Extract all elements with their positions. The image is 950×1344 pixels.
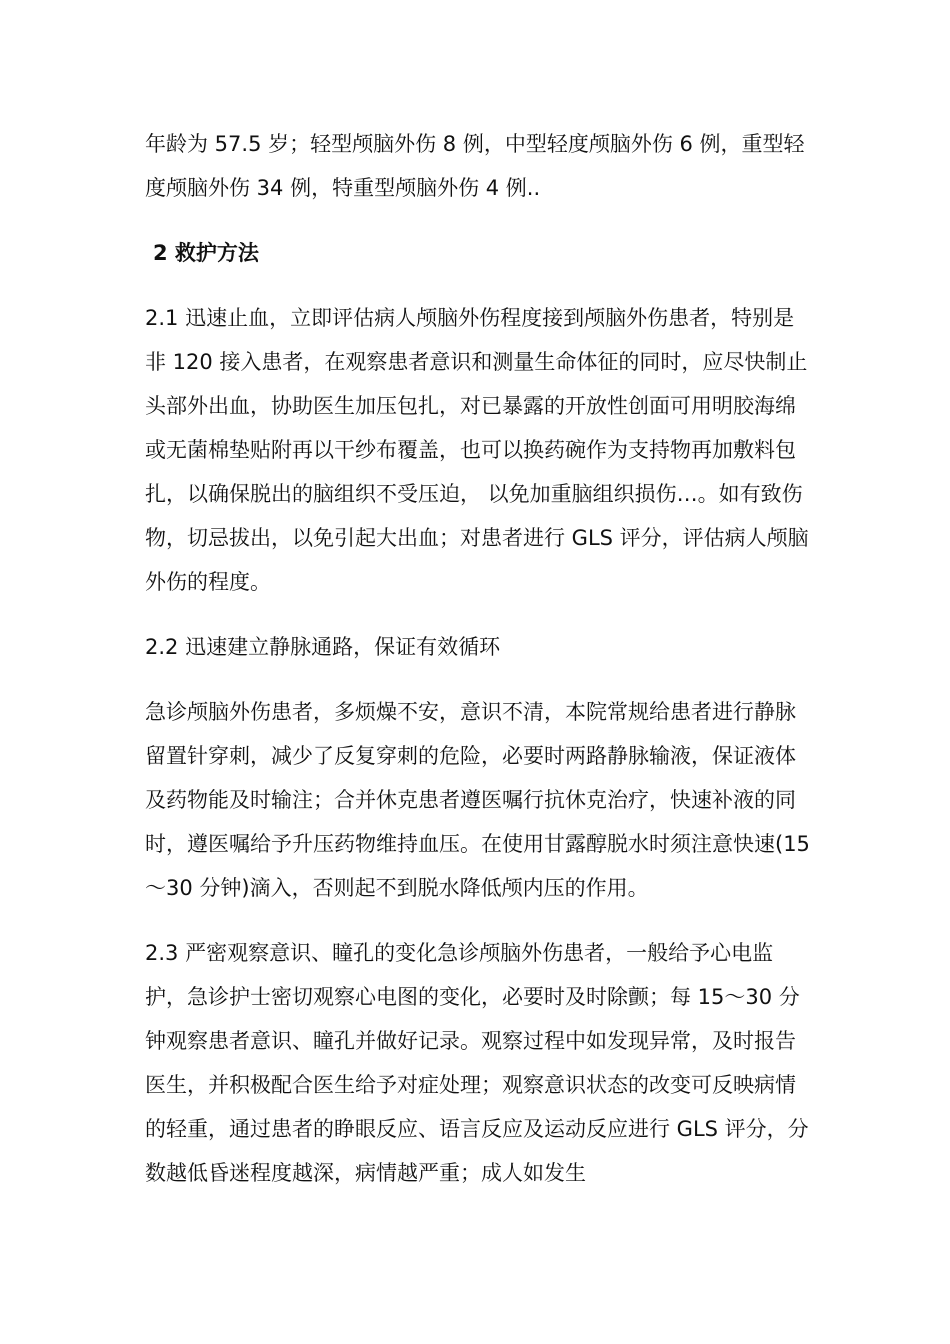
section-heading-rescue-methods: 2 救护方法 bbox=[153, 241, 259, 265]
paragraph-patient-stats: 年龄为 57.5 岁；轻型颅脑外伤 8 例，中型轻度颅脑外伤 6 例，重型轻度颅脑外伤 34 例，特重型颅脑外伤 4 例.. bbox=[145, 132, 805, 200]
paragraph-2-1-stop-bleeding: 2.1 迅速止血，立即评估病人颅脑外伤程度接到颅脑外伤患者，特别是非 120 接入患者，在观察患者意识和测量生命体征的同时，应尽快制止头部外出血，协助医生加压包扎，对已暴露的开放性创面可用明胶海绵或无菌棉垫贴附再以干纱布覆盖，也可以换药碗作为支持物再加敷料包扎，以确保脱出的脑组织不受压迫， 以免加重脑组织损伤…。如有致伤物，切忌拔出，以免引起大出血；对患者进行 GLS 评分，评估病人颅脑外伤的程度。 bbox=[145, 306, 809, 594]
document-page bbox=[145, 122, 815, 1195]
paragraph-2-2-title: 2.2 迅速建立静脉通路，保证有效循环 bbox=[145, 635, 501, 659]
paragraph-2-2-body: 急诊颅脑外伤患者，多烦燥不安，意识不清，本院常规给患者进行静脉留置针穿刺，减少了反复穿刺的危险，必要时两路静脉输液，保证液体及药物能及时输注；合并休克患者遵医嘱行抗休克治疗，快速补液的同时，遵医嘱给予升压药物维持血压。在使用甘露醇脱水时须注意快速(15～30 分钟)滴入，否则起不到脱水降低颅内压的作用。 bbox=[145, 700, 810, 900]
paragraph-2-3-observation: 2.3 严密观察意识、瞳孔的变化急诊颅脑外伤患者，一般给予心电监护，急诊护士密切观察心电图的变化，必要时及时除颤；每 15～30 分钟观察患者意识、瞳孔并做好记录。观察过程中如发现异常，及时报告医生，并积极配合医生给予对症处理；观察意识状态的改变可反映病情的轻重，通过患者的睁眼反应、语言反应及运动反应进行 GLS 评分，分数越低昏迷程度越深，病情越严重；成人如发生 bbox=[145, 941, 809, 1185]
